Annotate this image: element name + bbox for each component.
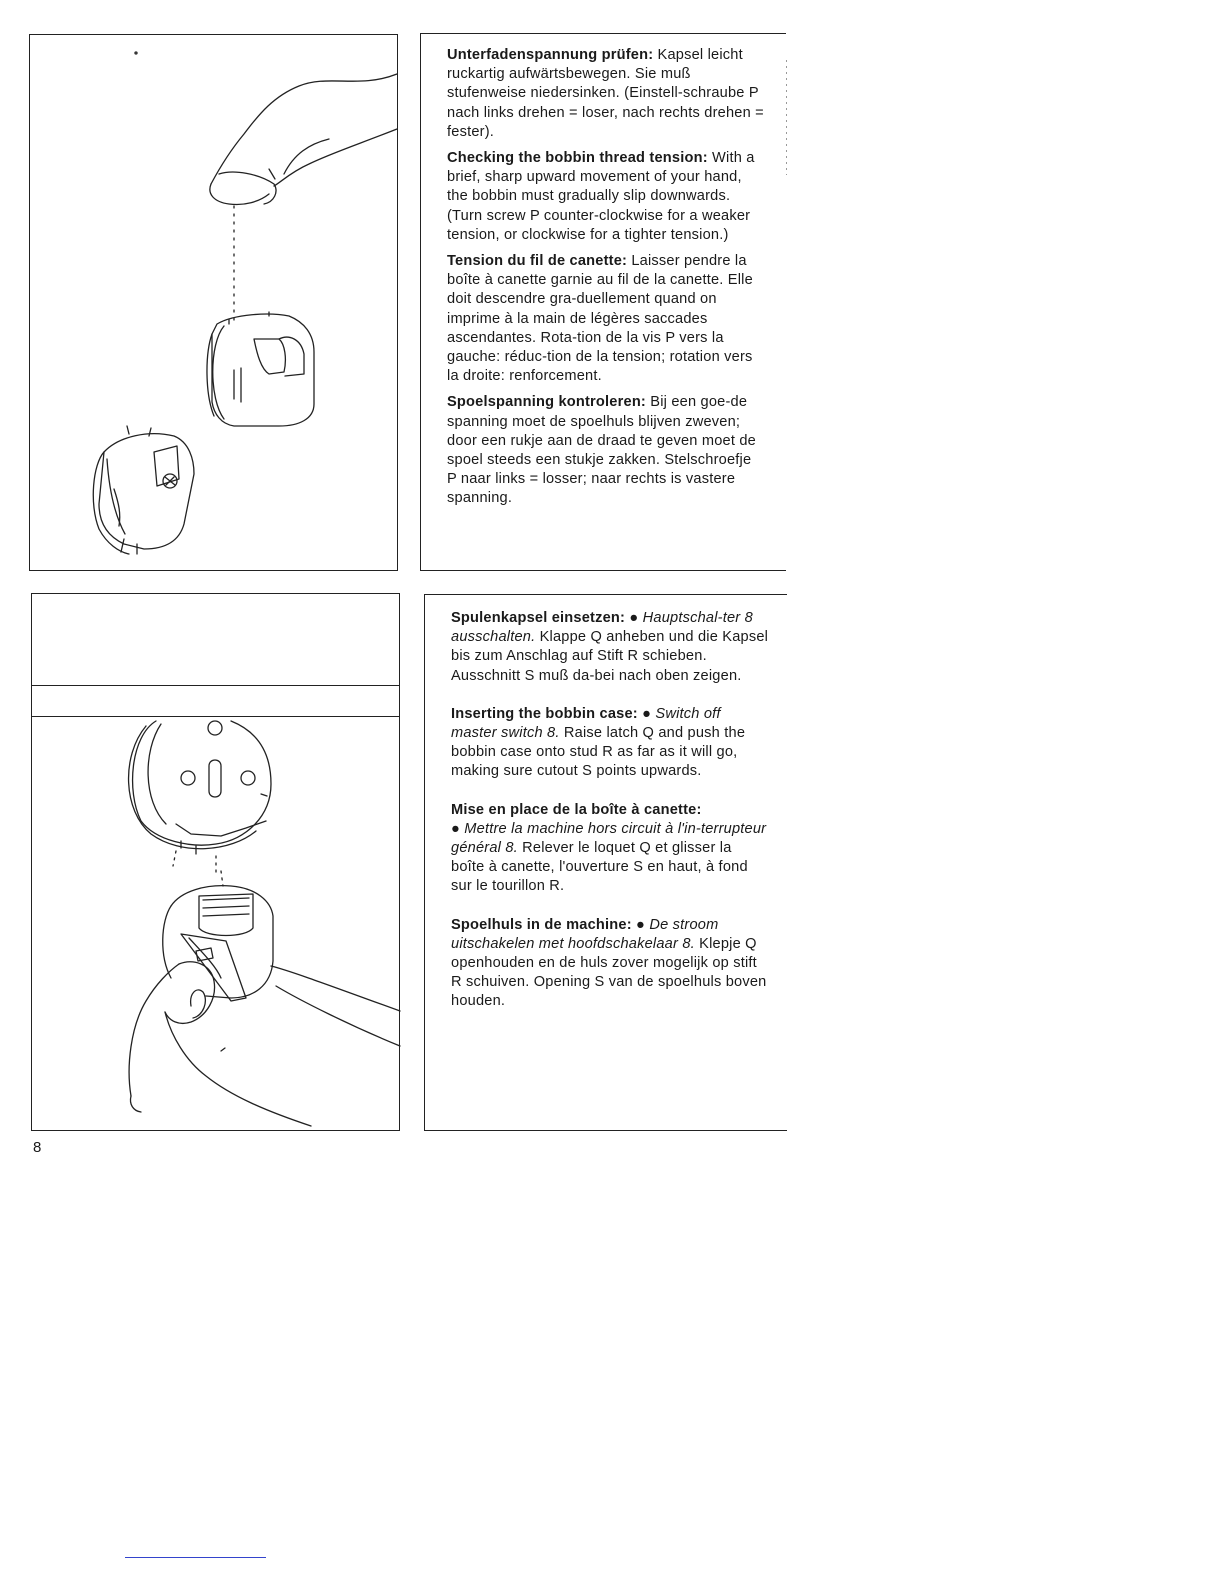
tension-instructions (447, 46, 765, 516)
de-insert-body: Klappe Q anheben und die Kapsel bis zum Anschlag auf Stift R schieben. Ausschnitt S muß da-bei nach oben zeigen. (451, 629, 769, 684)
de-tension-section (447, 46, 765, 142)
nl-tension-body: Bij een goe-de spanning moet de spoelhuls blijven zweven; door een rukje aan de draad te geven moet de spoel steeds een stukje zakken. Stelschroefje P naar links = losser; naar rechts is vastere spanning. (447, 394, 756, 507)
nl-tension-section (447, 393, 765, 508)
panel1-bottom-rule (420, 570, 786, 571)
en-tension-heading: Checking the bobbin thread tension: (447, 150, 708, 167)
panel2-top-rule (424, 594, 787, 595)
en-tension-body: With a brief, sharp upward movement of your hand, the bobbin must gradually slip downwards. (Turn screw P counter-clockwise for a weaker tension, or clockwise for a tighter tension.) (447, 150, 755, 243)
fr-insert-section (451, 801, 769, 897)
fr-insert-body: Relever le loquet Q et glisser la boîte à canette, l'ouverture S en haut, à fond sur le tourillon R. (451, 840, 748, 895)
en-tension-section (447, 149, 765, 245)
de-tension-body: Kapsel leicht ruckartig aufwärtsbewegen. Sie muß stufenweise niedersinken. (Einstell-schraube P nach links drehen = loser, nach rechts drehen = fester). (447, 47, 764, 140)
bullet-icon: ● (642, 705, 652, 722)
bullet-icon: ● (629, 610, 639, 626)
bobbin-tension-illustration (29, 34, 398, 571)
fr-tension-body: Laisser pendre la boîte à canette garnie au fil de la canette. Elle doit descendre gra-duellement quand on imprime à la main de légères saccades ascendantes. Rota-tion de la vis P vers la gauche: réduc-tion de la tension; rotation vers la droite: renforcement. (447, 253, 753, 385)
panel1-top-rule (420, 33, 786, 34)
panel1-left-rule (420, 33, 421, 571)
de-insert-section (451, 609, 769, 686)
nl-insert-italic: De stroom uitschakelen met hoofdschakelaar 8. (451, 916, 719, 952)
nl-tension-heading: Spoelspanning kontroleren: (447, 394, 646, 411)
page-number: 8 (33, 1139, 42, 1156)
bobbin-insert-illustration (31, 716, 400, 1131)
fr-insert-italic: Mettre la machine hors circuit à l'in-terrupteur général 8. (451, 820, 767, 857)
bottom-underline-link[interactable] (125, 1557, 266, 1558)
nl-insert-heading: Spoelhuls in de machine: (451, 916, 632, 933)
nl-insert-section (451, 916, 769, 1012)
en-insert-section (451, 705, 769, 782)
insert-frame-divider-1 (31, 685, 400, 686)
de-insert-heading: Spulenkapsel einsetzen: (451, 610, 626, 626)
en-insert-heading: Inserting the bobbin case: (451, 705, 638, 722)
bullet-icon: ● (451, 820, 461, 837)
panel1-right-dotted (786, 60, 787, 175)
fr-tension-section (447, 252, 765, 386)
nl-insert-body: Klepje Q openhouden en de huls zover mogelijk op stift R schuiven. Opening S van de spoelhuls boven houden. (451, 935, 767, 1010)
fr-insert-heading: Mise en place de la boîte à canette: (451, 801, 702, 818)
insert-instructions (451, 609, 769, 1031)
panel2-bottom-rule (424, 1130, 787, 1131)
panel2-left-rule (424, 594, 425, 1130)
en-insert-body: Raise latch Q and push the bobbin case onto stud R as far as it will go, making sure cutout S points upwards. (451, 725, 746, 780)
de-tension-heading: Unterfadenspannung prüfen: (447, 47, 654, 63)
de-insert-italic: Hauptschal-ter 8 ausschalten. (451, 610, 753, 646)
en-insert-italic: Switch off master switch 8. (451, 705, 721, 742)
bullet-icon: ● (636, 916, 646, 933)
fr-tension-heading: Tension du fil de canette: (447, 253, 628, 270)
